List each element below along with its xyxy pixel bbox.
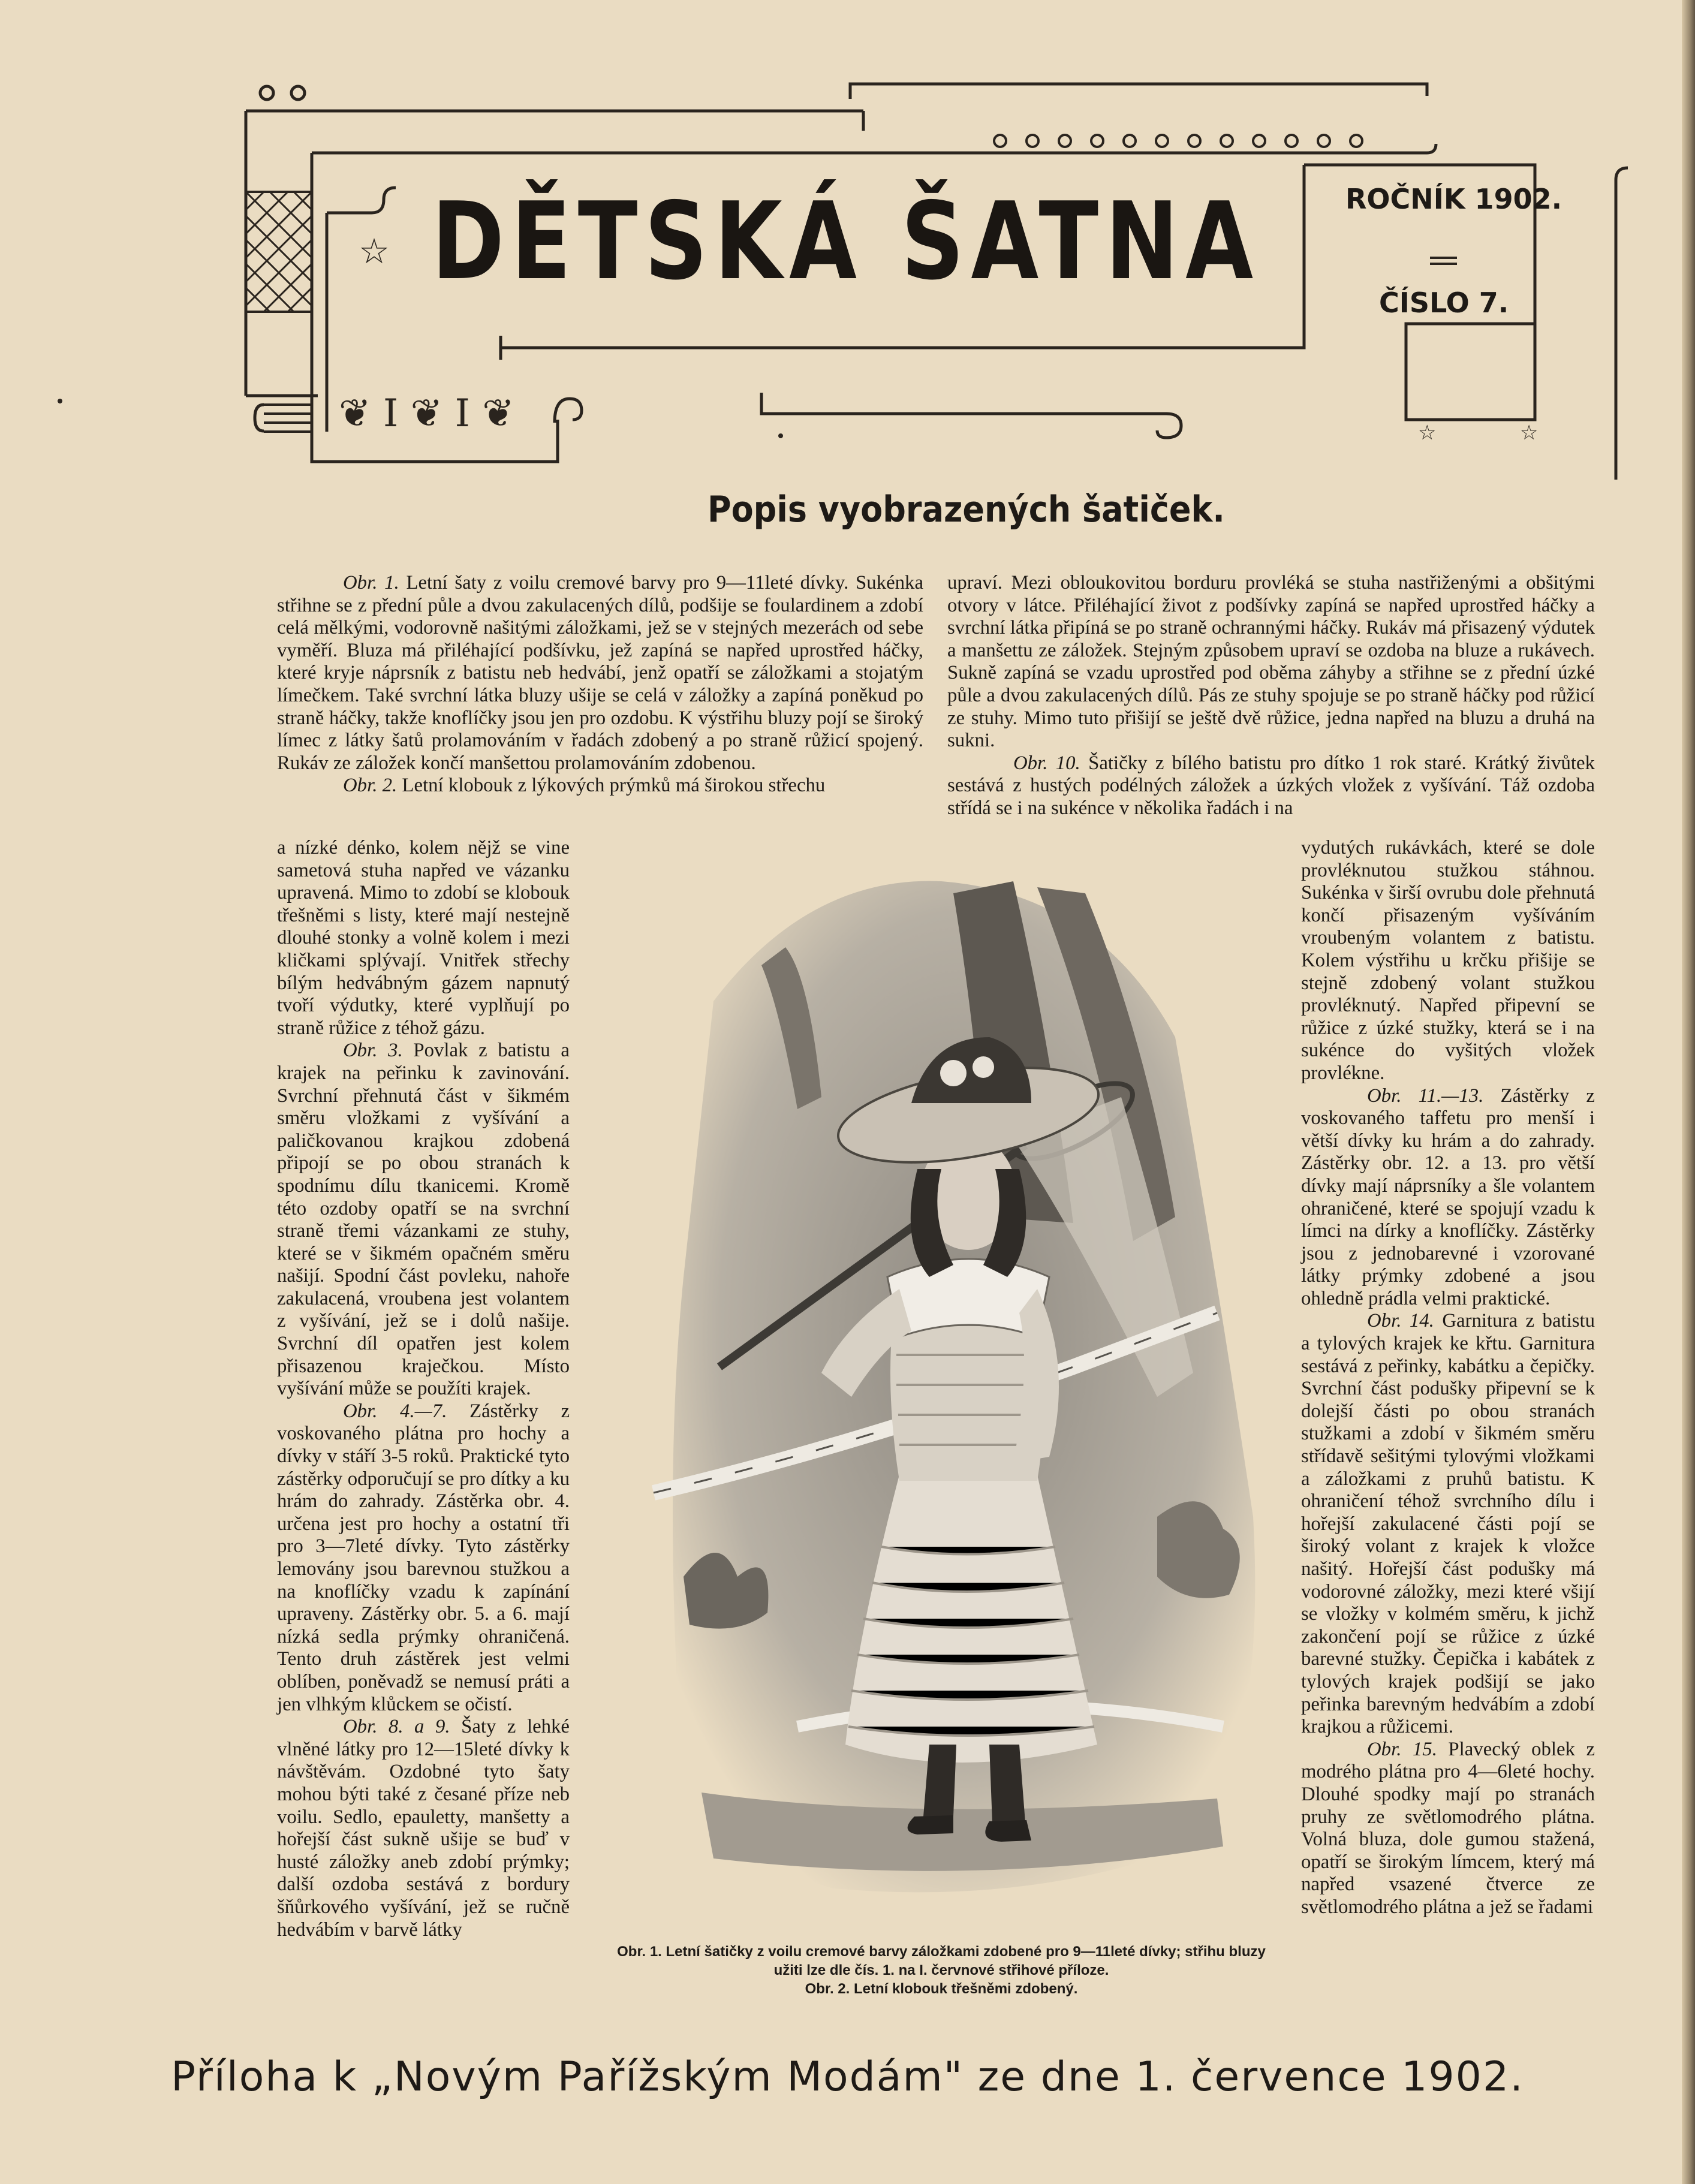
paragraph xyxy=(1301,837,1595,1085)
figure-label: Obr. 2. xyxy=(343,775,398,797)
paragraph xyxy=(277,775,923,797)
figure-label: Obr. 8. a 9. xyxy=(343,1716,450,1738)
caption-line: Obr. 1. Letní šatičky z voilu cremové barvy záložkami zdobené pro 9—11leté dívky; střihu bluzy užiti lze dle čís. 1. na I. červnové střihové příloze. xyxy=(617,1944,1266,1978)
paragraph-text: Zástěrky z voskovaného taffetu pro menší i větší dívky ku hrám a do zahrady. Zástěrky obr. 12. a 13. pro větší dívky mají náprsníky a šle volantem ohraničené, které se spojují vzadu k límci na dírky a knoflíčky. Zástěrky jsou z jednobarevné i vzorované látky prýmky zdobené a jsou ohledně prádla velmi praktické. xyxy=(1301,1085,1595,1309)
paragraph-text: Povlak z batistu a krajek na peřinku k zavinování. Svrchní přehnutá část v šikmém směru vložkami z vyšívání a paličkovanou krajkou zdobená připojí se po obou stranách k spodnímu dílu tkanicemi. Kromě této ozdoby opatří se na svrchní straně třemi vázankami ze stuhy, které se v šikmém opačném směru našijí. Spodní část povleku, nahoře zakulacená, vroubena jest volantem z vyšívání, jež se i dolů našije. Svrchní díl opatřen jest kolem přisazenou kraječkou. Místo vyšívání může se použíti krajek. xyxy=(277,1040,570,1400)
paragraph xyxy=(947,752,1595,820)
paragraph-text: Letní klobouk z lýkových prýmků má širokou střechu xyxy=(397,775,826,797)
girl-illustration xyxy=(618,857,1283,1924)
masthead xyxy=(0,0,1695,492)
paragraph xyxy=(277,572,923,775)
paragraph-text: upraví. Mezi obloukovitou borduru provléká se stuha nastřiženými a obšitými otvory v látce. Přiléhající život z podšívky zapíná se napřed uprostřed háčky a svrchní látka připíná se po straně ochrannými háčky. Rukáv má přisazený výdutek a manšettu ze záložek. Stejným způsobem upraví se ozdoba na bluze a rukávech. Sukně zapíná se vzadu uprostřed pod oběma záhyby a střihne se z přední úzké půle a dvou zakulacených dílů. Pás ze stuhy spojuje se po straně háčky pod růžicí ze stuhy. Mimo tuto přišijí se ještě dvě růžice, jedna napřed na bluzu a druhá na sukni. xyxy=(947,572,1595,752)
paragraph-text: Garnitura z batistu a tylových krajek ke křtu. Garnitura sestává z peřinky, kabátku a čepičky. Svrchní část podušky připevní se k dolejší části po obou stranách stužkami a zdobí v šikmém směru střídavě sešitými tylovými vložkami a záložkami z pruhů batistu. K ohraničení téhož svrchního dílu i hořejší zakulacené části pojí se široký volant z krajek k vložce našitý. Hořejší část podušky má vodorovné záložky, mezi které všijí se vložky v kolmém směru, k jichž zakončení pojí se růžice z úzké barevné stužky. Čepička i kabátek z tylových krajek podšijí se jako peřinka barevným hedvábím a zdobí krajkou a růžicemi. xyxy=(1301,1310,1595,1738)
paragraph xyxy=(277,1400,570,1716)
paragraph xyxy=(277,837,570,1040)
paragraph xyxy=(947,572,1595,752)
dot-mark xyxy=(778,433,783,438)
column-narrow-right xyxy=(1301,837,1595,1919)
paragraph-text: Zástěrky z voskovaného plátna pro hochy a dívky v stáří 3-5 roků. Praktické tyto zástěrky odporučují se pro dítky a ku hrám do zahrady. Zástěrka obr. 4. určena jest pro hochy a ostatní tři pro 3—7leté dívky. Tyto zástěrky lemovány jsou barevnou stužkou a na knoflíčky vzadu k zapínání upraveny. Zástěrky obr. 5. a 6. mají nízká sedla prýmky ohraničená. Tento druh zástěrek jest velmi oblíben, poněvadž se nemusí práti a jen vlhkým klůckem se očistí. xyxy=(277,1400,570,1715)
footer-supplement-note: Příloha k „Novým Pařížským Modám" ze dne 1. července 1902. xyxy=(171,2053,1524,2101)
figure-label: Obr. 10. xyxy=(1013,752,1080,774)
paragraph xyxy=(277,1040,570,1400)
figure-label: Obr. 4.—7. xyxy=(343,1400,447,1422)
paragraph xyxy=(277,1716,570,1941)
figure-label: Obr. 1. xyxy=(343,572,399,594)
issue-number: ČÍSLO 7. xyxy=(1379,287,1509,319)
paragraph-text: vydutých rukávkách, které se dole provléknutou stužkou stáhnou. Sukénka v širší ovrubu dole přehnutá končí přisazeným vyšíváním vroubeným volantem z batistu. Kolem výstřihu u krčku přišije se stejně zdobený volant stužkou provléknutý. Napřed připevní se růžice z úzké stužky, která se i na sukénce do vyšitých vložek provlékne. xyxy=(1301,837,1595,1084)
paragraph-text: a nízké dénko, kolem nějž se vine sametová stuha napřed ve vázanku upravená. Mimo to zdobí se klobouk třešněmi s listy, které mají nestejně dlouhé stonky a volně kolem i mezi kličkami splývají. Vnitřek střechy bílým hedvábným gázem napnutý tvoří výdutky, které vyplňují po straně růžice z téhož gázu. xyxy=(277,837,570,1039)
paragraph xyxy=(1301,1739,1595,1919)
paragraph-text: Plavecký oblek z modrého plátna pro 4—6leté hochy. Dlouhé spodky mají po stranách pruhy ze světlomodrého plátna. Volná bluza, dole gumou stažená, opatří se širokým límcem, který má napřed vsazené čtverce ze světlomodrého plátna a jež se řadami xyxy=(1301,1738,1595,1918)
stars-icon: ☆ ☆ xyxy=(1418,421,1539,444)
figure-caption xyxy=(612,1942,1271,1998)
volume-year: ROČNÍK 1902. xyxy=(1345,183,1562,215)
paragraph-text: Šatičky z bílého batistu pro dítko 1 rok staré. Krátký živůtek sestává z hustých podélných záložek a úzkých vložek z vyšívání. Táž ozdoba střídá se i na sukénce v několika řadách i na xyxy=(947,752,1595,819)
leaf-ornament-icon: ❦ I ❦ I ❦ xyxy=(339,391,514,436)
masthead-title: DĚTSKÁ ŠATNA xyxy=(432,179,1260,303)
paragraph xyxy=(1301,1085,1595,1311)
figure-label: Obr. 11.—13. xyxy=(1367,1085,1484,1107)
figure-label: Obr. 14. xyxy=(1367,1310,1434,1332)
column-top-right xyxy=(947,572,1595,820)
paragraph xyxy=(1301,1310,1595,1738)
caption-line: Obr. 2. Letní klobouk třešněmi zdobený. xyxy=(805,1981,1078,1997)
figure-label: Obr. 15. xyxy=(1367,1738,1437,1760)
page-heading: Popis vyobrazených šatiček. xyxy=(707,489,1225,531)
column-top-left xyxy=(277,572,923,797)
girl-with-net-image xyxy=(618,857,1283,1924)
dot-mark xyxy=(58,399,62,403)
paragraph-text: Letní šaty z voilu cremové barvy pro 9—11leté dívky. Sukénka střihne se z přední půle a dvou zakulacených dílů, podšije se foulardinem a zdobí celá mělkými, vodorovně našitými záložkami, jež se v stejných mezerách od sebe vyměří. Bluza má přiléhající podšívku, jež zapíná se napřed uprostřed háčky, které kryje náprsník z batistu neb hedvábí, jenž opatří se záložkami a stojatým límečkem. Také svrchní látka bluzy ušije se celá v záložky a zapíná poněkud po straně háčky, takže knoflíčky jsou jen pro ozdobu. K výstřihu bluzy pojí se široký límec z látky šatů prolamováním v řadách zdobený a po straně růžicí spojený. Rukáv ze záložek končí manšettou prolamováním zdobenou. xyxy=(277,572,924,774)
figure-label: Obr. 3. xyxy=(343,1040,403,1062)
column-narrow-left xyxy=(277,837,570,1941)
star-icon: ☆ xyxy=(359,232,390,271)
paragraph-text: Šaty z lehké vlněné látky pro 12—15leté dívky k návštěvám. Ozdobné tyto šaty mohou býti také z česané příze neb voilu. Sedlo, epauletty, manšetty a hořejší část sukně ušije se buď v husté záložky aneb zdobí prýmky; další ozdoba sestává z bordury šňůrkového vyšívání, jež se ručně hedvábím v barvě látky xyxy=(277,1716,570,1941)
